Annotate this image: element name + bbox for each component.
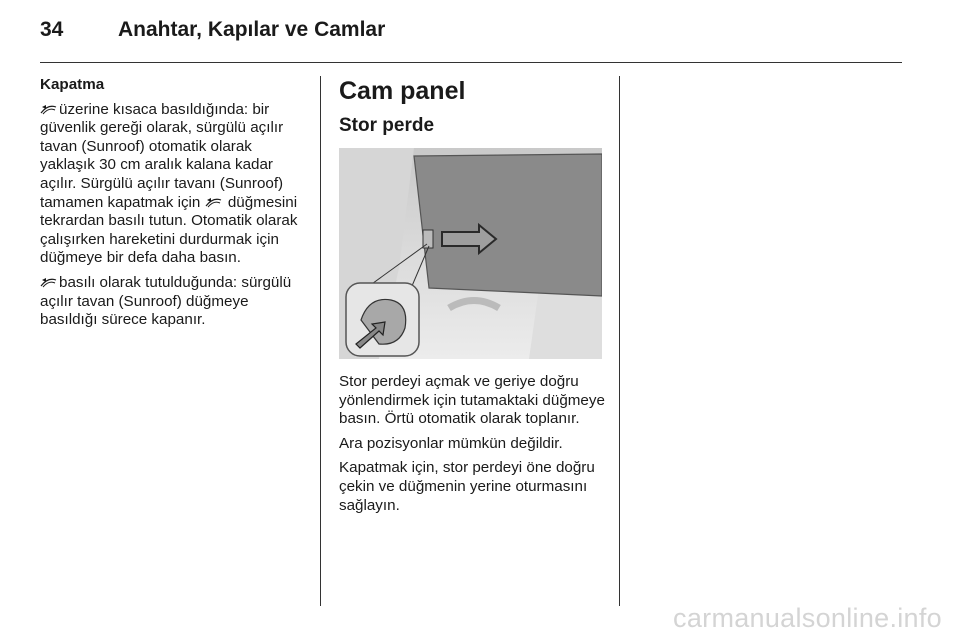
sunshade-text — [339, 373, 607, 515]
middle-column — [339, 76, 607, 521]
sunroof-close-icon-2 — [40, 276, 57, 288]
closing-text-1: üzerine kısaca basıldığında: bir güvenlik gereği olarak, sürgülü açılır tavan (Sunroof) otomatik olarak yaklaşık 30 cm aralık kalana kadar açılır. Sürgülü açılır tavanı (Sunroof) tamamen kapatmak için — [40, 100, 284, 211]
page-number: 34 — [40, 18, 64, 41]
closing-text-2: basılı olarak tutulduğunda: sürgülü açılır tavan (Sunroof) düğmeye basıldığı sürece kapanır. — [40, 273, 292, 329]
closing-paragraph-1 — [40, 101, 310, 268]
watermark: carmanualsonline.info — [673, 603, 942, 633]
sunshade-paragraph-2: Ara pozisyonlar mümkün değildir. — [339, 434, 563, 452]
sunroof-close-icon-inline — [205, 196, 222, 208]
header-divider — [40, 62, 902, 63]
column-divider-left — [320, 76, 321, 606]
column-divider-right — [619, 76, 620, 606]
section-title: Cam panel — [339, 77, 466, 105]
sunshade-figure — [339, 148, 602, 359]
closing-heading: Kapatma — [40, 76, 105, 93]
closing-paragraph-2 — [40, 274, 310, 330]
page-header — [40, 18, 900, 58]
sunshade-paragraph-1: Stor perdeyi açmak ve geriye doğru yönlendirmek için tutamaktaki düğmeye basın. Örtü otomatik olarak toplanır. — [339, 373, 605, 428]
closing-text-1b: düğmesini tekrardan basılı tutun. Otomatik olarak çalışırken hareketini durdurmak için düğmeye bir defa daha basın. — [40, 193, 298, 267]
left-column — [40, 76, 310, 336]
sunshade-paragraph-3: Kapatmak için, stor perdeyi öne doğru çekin ve düğmenin yerine oturmasını sağlayın. — [339, 459, 595, 514]
chapter-title: Anahtar, Kapılar ve Camlar — [118, 18, 386, 41]
section-subtitle: Stor perde — [339, 115, 435, 136]
sunroof-close-icon — [40, 103, 57, 115]
